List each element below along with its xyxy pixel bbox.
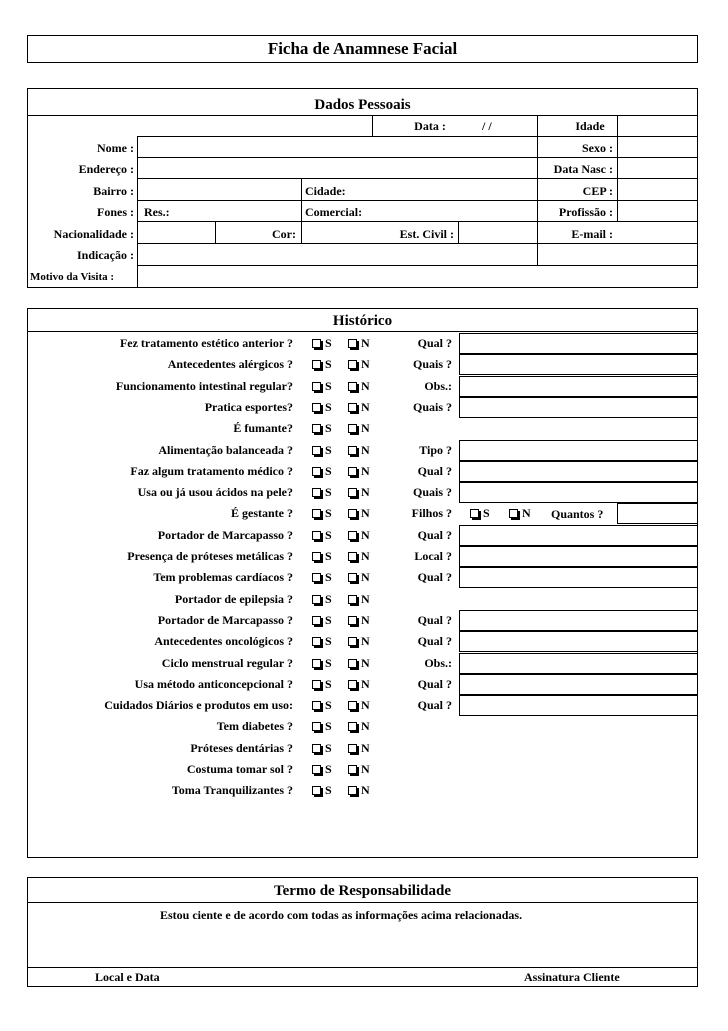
date-slashes: / / xyxy=(482,119,492,133)
history-question: Portador de epilepsia ? xyxy=(174,592,293,606)
yes-checkbox[interactable] xyxy=(312,677,332,691)
checkbox-icon xyxy=(312,339,321,348)
checkbox-icon xyxy=(312,680,321,689)
yes-label: S xyxy=(325,698,332,712)
checkbox-icon xyxy=(312,701,321,710)
history-question: Faz algum tratamento médico ? xyxy=(130,464,293,478)
no-label: N xyxy=(361,677,370,691)
yes-label: S xyxy=(325,762,332,776)
res-label: Res.: xyxy=(144,205,170,219)
follow-up-label: Obs.: xyxy=(424,379,452,393)
yes-label: S xyxy=(325,506,332,520)
no-label: N xyxy=(361,443,370,457)
follow-up-label: Qual ? xyxy=(417,634,452,648)
checkbox-icon xyxy=(348,424,357,433)
yes-checkbox[interactable] xyxy=(312,613,332,627)
yes-label: S xyxy=(325,656,332,670)
data-nasc-label: Data Nasc : xyxy=(553,162,613,176)
yes-label: S xyxy=(325,400,332,414)
no-checkbox[interactable] xyxy=(348,719,370,733)
checkbox-icon xyxy=(348,616,357,625)
no-label: N xyxy=(361,528,370,542)
yes-checkbox[interactable] xyxy=(312,741,332,755)
no-checkbox[interactable] xyxy=(348,698,370,712)
checkbox-icon xyxy=(312,616,321,625)
checkbox-icon xyxy=(348,637,357,646)
checkbox-icon xyxy=(312,403,321,412)
answer-field[interactable] xyxy=(459,631,698,652)
follow-up-label: Tipo ? xyxy=(419,443,452,457)
answer-field[interactable] xyxy=(459,333,698,354)
yes-checkbox[interactable] xyxy=(312,719,332,733)
no-checkbox[interactable] xyxy=(348,592,370,606)
fones-label: Fones : xyxy=(97,205,134,219)
endereco-label: Endereço : xyxy=(78,162,134,176)
no-label: N xyxy=(522,506,531,520)
checkbox-icon xyxy=(348,488,357,497)
no-checkbox[interactable] xyxy=(348,656,370,670)
answer-field[interactable] xyxy=(459,397,698,418)
yes-checkbox[interactable] xyxy=(312,762,332,776)
history-question: Funcionamento intestinal regular? xyxy=(115,379,293,393)
no-checkbox[interactable] xyxy=(348,421,370,435)
sexo-label: Sexo : xyxy=(582,141,613,155)
history-question: Portador de Marcapasso ? xyxy=(157,613,293,627)
cor-label: Cor: xyxy=(272,227,296,241)
quantos-label: Quantos ? xyxy=(551,507,604,521)
checkbox-icon xyxy=(312,509,321,518)
yes-label: S xyxy=(325,570,332,584)
checkbox-icon xyxy=(509,509,518,518)
no-label: N xyxy=(361,570,370,584)
comercial-label: Comercial: xyxy=(305,205,363,219)
no-label: N xyxy=(361,698,370,712)
answer-field[interactable] xyxy=(459,674,698,695)
history-question: Alimentação balanceada ? xyxy=(158,443,293,457)
answer-field[interactable] xyxy=(459,653,698,674)
yes-checkbox[interactable] xyxy=(312,506,332,520)
no-label: N xyxy=(361,400,370,414)
follow-up-label: Qual ? xyxy=(417,464,452,478)
follow-up-label: Qual ? xyxy=(417,698,452,712)
checkbox-icon xyxy=(312,595,321,604)
yes-label: S xyxy=(325,719,332,733)
checkbox-icon xyxy=(312,424,321,433)
checkbox-icon xyxy=(312,765,321,774)
no-label: N xyxy=(361,379,370,393)
checkbox-icon xyxy=(348,467,357,476)
yes-label: S xyxy=(325,421,332,435)
history-question: Antecedentes oncológicos ? xyxy=(154,634,293,648)
yes-label: S xyxy=(325,634,332,648)
cidade-label: Cidade: xyxy=(305,184,346,198)
history-question: Portador de Marcapasso ? xyxy=(157,528,293,542)
terms-heading: Termo de Responsabilidade xyxy=(274,883,451,899)
yes-label: S xyxy=(325,443,332,457)
history-question: É fumante? xyxy=(233,421,293,435)
indicacao-label: Indicação : xyxy=(77,248,134,262)
follow-up-label: Qual ? xyxy=(417,336,452,350)
checkbox-icon xyxy=(348,744,357,753)
follow-up-label: Qual ? xyxy=(417,570,452,584)
yes-label: S xyxy=(325,379,332,393)
checkbox-icon xyxy=(312,552,321,561)
no-label: N xyxy=(361,634,370,648)
no-label: N xyxy=(361,762,370,776)
no-checkbox[interactable] xyxy=(348,741,370,755)
yes-label: S xyxy=(325,464,332,478)
checkbox-icon xyxy=(348,552,357,561)
no-label: N xyxy=(361,485,370,499)
yes-checkbox[interactable] xyxy=(312,592,332,606)
checkbox-icon xyxy=(470,509,479,518)
follow-up-label: Quais ? xyxy=(412,485,452,499)
yes-label: S xyxy=(325,549,332,563)
checkbox-icon xyxy=(312,637,321,646)
history-question: Próteses dentárias ? xyxy=(190,741,293,755)
checkbox-icon xyxy=(348,403,357,412)
follow-up-label: Obs.: xyxy=(424,656,452,670)
no-checkbox[interactable] xyxy=(348,613,370,627)
checkbox-icon xyxy=(348,360,357,369)
checkbox-icon xyxy=(312,382,321,391)
no-checkbox[interactable] xyxy=(348,400,370,414)
yes-checkbox[interactable] xyxy=(312,421,332,435)
yes-checkbox[interactable] xyxy=(312,656,332,670)
history-question: Tem diabetes ? xyxy=(216,719,293,733)
answer-field[interactable] xyxy=(459,354,698,375)
answer-field[interactable] xyxy=(459,695,698,716)
yes-checkbox[interactable] xyxy=(312,443,332,457)
no-label: N xyxy=(361,656,370,670)
yes-label: S xyxy=(325,592,332,606)
profissao-label: Profissão : xyxy=(558,205,613,219)
checkbox-icon xyxy=(312,744,321,753)
answer-field[interactable] xyxy=(459,525,698,546)
no-label: N xyxy=(361,336,370,350)
no-label: N xyxy=(361,719,370,733)
nacionalidade-label: Nacionalidade : xyxy=(53,227,134,241)
no-label: N xyxy=(361,783,370,797)
follow-up-label: Quais ? xyxy=(412,357,452,371)
no-label: N xyxy=(361,549,370,563)
checkbox-icon xyxy=(348,680,357,689)
motivo-label: Motivo da Visita : xyxy=(30,271,115,283)
checkbox-icon xyxy=(348,786,357,795)
no-checkbox[interactable] xyxy=(348,549,370,563)
checkbox-icon xyxy=(348,595,357,604)
est-civil-label: Est. Civil : xyxy=(399,227,454,241)
checkbox-icon xyxy=(348,765,357,774)
nome-label: Nome : xyxy=(97,141,134,155)
history-question: Antecedentes alérgicos ? xyxy=(167,357,293,371)
yes-label: S xyxy=(325,336,332,350)
follow-up-label: Qual ? xyxy=(417,613,452,627)
idade-label: Idade xyxy=(575,119,605,133)
no-label: N xyxy=(361,421,370,435)
yes-label: S xyxy=(325,528,332,542)
yes-checkbox[interactable] xyxy=(312,783,332,797)
history-question: Fez tratamento estético anterior ? xyxy=(119,336,293,350)
yes-checkbox[interactable] xyxy=(312,698,332,712)
checkbox-icon xyxy=(312,360,321,369)
history-question: Presença de próteses metálicas ? xyxy=(127,549,293,563)
checkbox-icon xyxy=(348,701,357,710)
checkbox-icon xyxy=(348,446,357,455)
checkbox-icon xyxy=(312,446,321,455)
answer-field[interactable] xyxy=(459,482,698,503)
answer-field[interactable] xyxy=(459,567,698,588)
history-question: Usa método anticoncepcional ? xyxy=(134,677,293,691)
checkbox-icon xyxy=(348,531,357,540)
follow-up-label: Qual ? xyxy=(417,528,452,542)
history-question: Tem problemas cardíacos ? xyxy=(153,570,293,584)
yes-checkbox[interactable] xyxy=(312,634,332,648)
cep-label: CEP : xyxy=(582,184,613,198)
no-checkbox[interactable] xyxy=(348,357,370,371)
yes-checkbox[interactable] xyxy=(312,549,332,563)
follow-up-label: Local ? xyxy=(414,549,452,563)
yes-label: S xyxy=(325,741,332,755)
history-question: Pratica esportes? xyxy=(204,400,293,414)
answer-field[interactable] xyxy=(459,440,698,461)
answer-field[interactable] xyxy=(459,546,698,567)
filhos-no-checkbox[interactable] xyxy=(509,506,531,520)
history-question: Costuma tomar sol ? xyxy=(186,762,293,776)
yes-label: S xyxy=(325,677,332,691)
no-checkbox[interactable] xyxy=(348,443,370,457)
no-checkbox[interactable] xyxy=(348,762,370,776)
yes-checkbox[interactable] xyxy=(312,528,332,542)
no-label: N xyxy=(361,464,370,478)
history-question: Ciclo menstrual regular ? xyxy=(161,656,293,670)
yes-checkbox[interactable] xyxy=(312,464,332,478)
checkbox-icon xyxy=(312,786,321,795)
answer-field[interactable] xyxy=(459,610,698,631)
no-checkbox[interactable] xyxy=(348,528,370,542)
checkbox-icon xyxy=(312,488,321,497)
checkbox-icon xyxy=(312,531,321,540)
yes-checkbox[interactable] xyxy=(312,570,332,584)
checkbox-icon xyxy=(348,509,357,518)
no-checkbox[interactable] xyxy=(348,570,370,584)
follow-up-label: Filhos ? xyxy=(411,506,452,520)
no-label: N xyxy=(361,357,370,371)
yes-label: S xyxy=(325,783,332,797)
terms-statement: Estou ciente e de acordo com todas as informações acima relacionadas. xyxy=(160,908,523,922)
checkbox-icon xyxy=(312,467,321,476)
history-question: Toma Tranquilizantes ? xyxy=(171,783,293,797)
quantos-field[interactable] xyxy=(617,503,698,524)
checkbox-icon xyxy=(348,573,357,582)
bairro-label: Bairro : xyxy=(93,184,134,198)
history-question: Cuidados Diários e produtos em uso: xyxy=(104,698,293,712)
follow-up-label: Quais ? xyxy=(412,400,452,414)
filhos-yes-checkbox[interactable] xyxy=(470,506,490,520)
no-checkbox[interactable] xyxy=(348,677,370,691)
checkbox-icon xyxy=(348,339,357,348)
no-label: N xyxy=(361,741,370,755)
follow-up-label: Qual ? xyxy=(417,677,452,691)
checkbox-icon xyxy=(312,573,321,582)
checkbox-icon xyxy=(348,722,357,731)
email-label: E-mail : xyxy=(571,227,613,241)
no-label: N xyxy=(361,613,370,627)
personal-heading: Dados Pessoais xyxy=(314,97,411,113)
yes-label: S xyxy=(325,485,332,499)
yes-checkbox[interactable] xyxy=(312,357,332,371)
no-checkbox[interactable] xyxy=(348,464,370,478)
yes-label: S xyxy=(325,613,332,627)
checkbox-icon xyxy=(348,659,357,668)
no-checkbox[interactable] xyxy=(348,379,370,393)
yes-label: S xyxy=(483,506,490,520)
no-label: N xyxy=(361,506,370,520)
yes-checkbox[interactable] xyxy=(312,379,332,393)
signature-label: Assinatura Cliente xyxy=(524,970,620,984)
no-checkbox[interactable] xyxy=(348,634,370,648)
yes-checkbox[interactable] xyxy=(312,336,332,350)
yes-label: S xyxy=(325,357,332,371)
yes-checkbox[interactable] xyxy=(312,400,332,414)
history-question: É gestante ? xyxy=(231,506,293,520)
checkbox-icon xyxy=(348,382,357,391)
no-label: N xyxy=(361,592,370,606)
no-checkbox[interactable] xyxy=(348,783,370,797)
checkbox-icon xyxy=(312,722,321,731)
checkbox-icon xyxy=(312,659,321,668)
page-title: Ficha de Anamnese Facial xyxy=(267,39,458,58)
no-checkbox[interactable] xyxy=(348,485,370,499)
data-label: Data : xyxy=(414,119,446,133)
answer-field[interactable] xyxy=(459,376,698,397)
local-data-label: Local e Data xyxy=(95,970,160,984)
history-question: Usa ou já usou ácidos na pele? xyxy=(137,485,293,499)
answer-field[interactable] xyxy=(459,461,698,482)
no-checkbox[interactable] xyxy=(348,506,370,520)
yes-checkbox[interactable] xyxy=(312,485,332,499)
no-checkbox[interactable] xyxy=(348,336,370,350)
history-heading: Histórico xyxy=(332,313,393,329)
